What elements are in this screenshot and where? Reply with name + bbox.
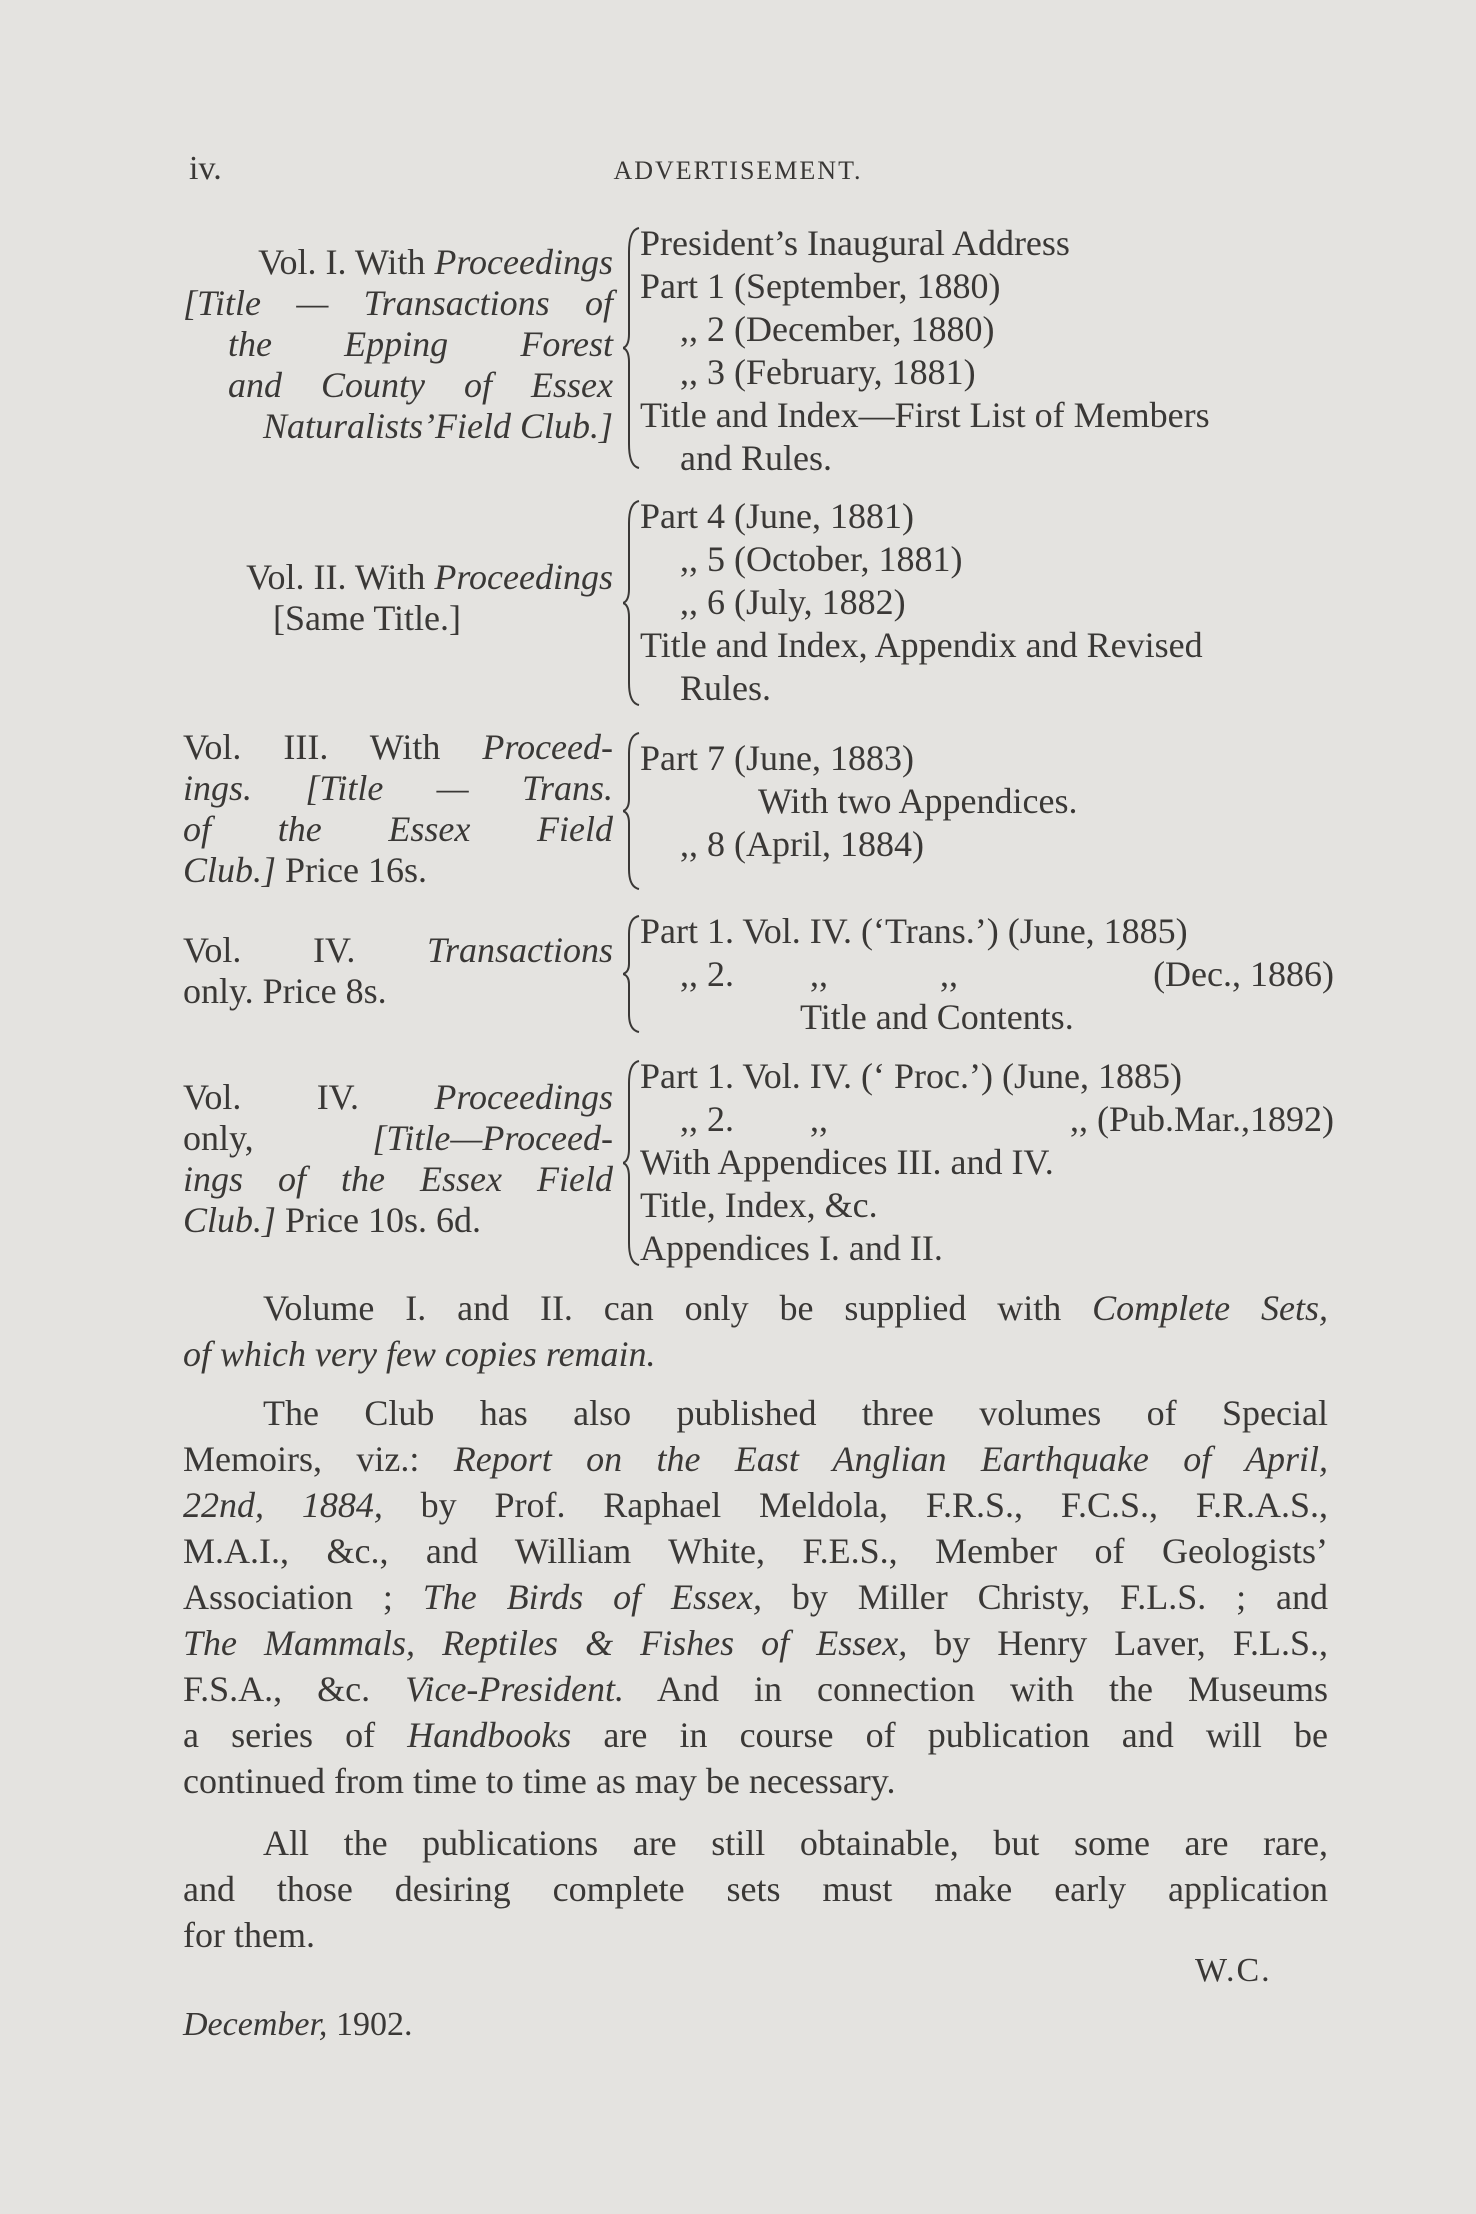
ditto-mark: ,, [810,1099,828,1139]
text-run: by Miller Christy, F.L.S. ; and [762,1577,1329,1617]
date-line [183,2006,412,2044]
part-line: Title and Contents. [800,997,1074,1037]
price-label: only. Price 8s. [183,971,387,1011]
part-line: With two Appendices. [758,781,1078,821]
part-line: Part 1. Vol. IV. (‘ Proc.’) (June, 1885) [640,1056,1182,1096]
date-year: 1902. [327,2006,413,2043]
volume-4-proceedings-parts [640,1055,1334,1270]
vol-label: Vol. I. With [258,242,435,282]
volume-4-transactions-description [183,930,613,1012]
text-run-italic: of which very few copies remain. [183,1334,656,1374]
text-line: The Club has also published three volumes of Special [263,1393,1328,1433]
text-run-italic: Complete Sets, [1092,1288,1328,1328]
text-run: Association ; [183,1577,423,1617]
volume-2-description [183,557,613,639]
ditto-mark: ,, [810,954,828,994]
text-line: M.A.I., &c., and William White, F.E.S., Member of Geologists’ [183,1531,1328,1571]
part-line: ,, 5 (October, 1881) [680,539,963,579]
volume-4-proceedings-entry [183,1055,1333,1270]
text-run-italic: 22nd, 1884, [183,1485,383,1525]
volume-1-description [183,242,613,447]
part-line: Title and Index, Appendix and Revised [640,625,1203,665]
text-run: Volume I. and II. can only be supplied with [263,1288,1093,1328]
page-header-title: ADVERTISEMENT. [613,156,863,185]
title-line: and County of Essex [228,365,613,405]
text-line: All the publications are still obtainable, but some are rare, [263,1823,1328,1863]
part-line: ,, 2 (December, 1880) [680,309,995,349]
title-line: of the Essex Field [183,809,613,849]
part-line: ,, 6 (July, 1882) [680,582,906,622]
part-line: Title, Index, &c. [640,1185,878,1225]
part-line: Rules. [680,668,772,708]
vol-label: Vol. IV. [183,930,427,970]
paragraph-obtainable [183,1820,1328,1958]
text-run-italic: The Mammals, Reptiles & Fishes of Essex, [183,1623,908,1663]
volume-4-transactions-parts [640,910,1334,1039]
title-line: [Same Title.] [273,598,462,638]
part-date: (Dec., 1886) [1153,954,1334,994]
volume-3-entry [183,727,1333,897]
text-run: And in connection with the Museums [624,1669,1328,1709]
vol-label: Vol. III. With [183,727,483,767]
title-line: Club.] [183,1200,277,1240]
part-line: Part 1. Vol. IV. (‘Trans.’) (June, 1885) [640,911,1188,951]
vol-label: Vol. IV. [183,1077,435,1117]
part-line: Part 7 (June, 1883) [640,738,914,778]
proceedings-label: Proceed- [482,727,613,767]
ditto-mark: ,, 2. [680,954,734,994]
volume-4-transactions-entry [183,910,1333,1040]
price-label: Price 16s. [276,850,428,890]
proceedings-label: Proceedings [434,1077,613,1117]
text-run: Memoirs, viz.: [183,1439,454,1479]
text-run: by Prof. Raphael Meldola, F.R.S., F.C.S., F.R.A.S., [382,1485,1329,1525]
text-line: for them. [183,1915,315,1955]
title-line: [Title — Trans. [305,768,613,808]
part-line: and Rules. [680,438,832,478]
title-line: ings of the Essex Field [183,1159,613,1199]
title-line: [Title—Proceed- [372,1118,613,1158]
text-run: are in course of publication and will be [571,1715,1328,1755]
title-line: the Epping Forest [228,324,613,364]
text-line: and those desiring complete sets must make early application [183,1869,1328,1909]
part-line: Part 1 (September, 1880) [640,266,1001,306]
part-line: With Appendices III. and IV. [640,1142,1054,1182]
title-line: [Title — Transactions of [183,283,613,323]
price-label: Price 10s. 6d. [276,1200,482,1240]
text-run-italic: Vice-President. [405,1669,625,1709]
ditto-mark: ,, 2. [680,1099,734,1139]
title-line: Naturalists’Field Club.] [262,406,613,446]
volume-3-description [183,727,613,891]
title-line: ings. [183,768,306,808]
page-number: iv. [189,150,222,187]
transactions-label: Transactions [426,930,613,970]
part-line: Title and Index—First List of Members [640,395,1210,435]
part-line: ,, 3 (February, 1881) [680,352,976,392]
volume-2-entry [183,495,1333,710]
volume-3-parts [640,737,1334,866]
volume-4-proceedings-description [183,1077,613,1241]
text-run-italic: The Birds of Essex, [422,1577,762,1617]
part-line: ,, 8 (April, 1884) [680,824,924,864]
volume-2-parts [640,495,1334,710]
text-run: by Henry Laver, F.L.S., [907,1623,1328,1663]
paragraph-special-memoirs [183,1390,1328,1804]
text-line: continued from time to time as may be necessary. [183,1761,896,1801]
vol-label: Vol. II. With [246,557,435,597]
part-date: ,, (Pub.Mar.,1892) [1070,1099,1334,1139]
volume-1-parts [640,222,1334,480]
text-run: F.S.A., &c. [183,1669,406,1709]
part-line: Part 4 (June, 1881) [640,496,914,536]
text-run: a series of [183,1715,408,1755]
volume-1-entry [183,222,1333,478]
paragraph-complete-sets [183,1285,1328,1377]
ditto-mark: ,, [940,954,958,994]
part-line: Appendices I. and II. [640,1228,943,1268]
proceedings-label: Proceedings [434,557,613,597]
text-run-italic: Report on the East Anglian Earthquake of April, [453,1439,1328,1479]
part-line: President’s Inaugural Address [640,223,1070,263]
only-label: only, [183,1118,373,1158]
title-line: Club.] [183,850,277,890]
proceedings-label: Proceedings [434,242,613,282]
date-month: December, [183,2006,328,2043]
text-run-italic: Handbooks [407,1715,572,1755]
signature: W.C. [1195,1952,1272,1989]
